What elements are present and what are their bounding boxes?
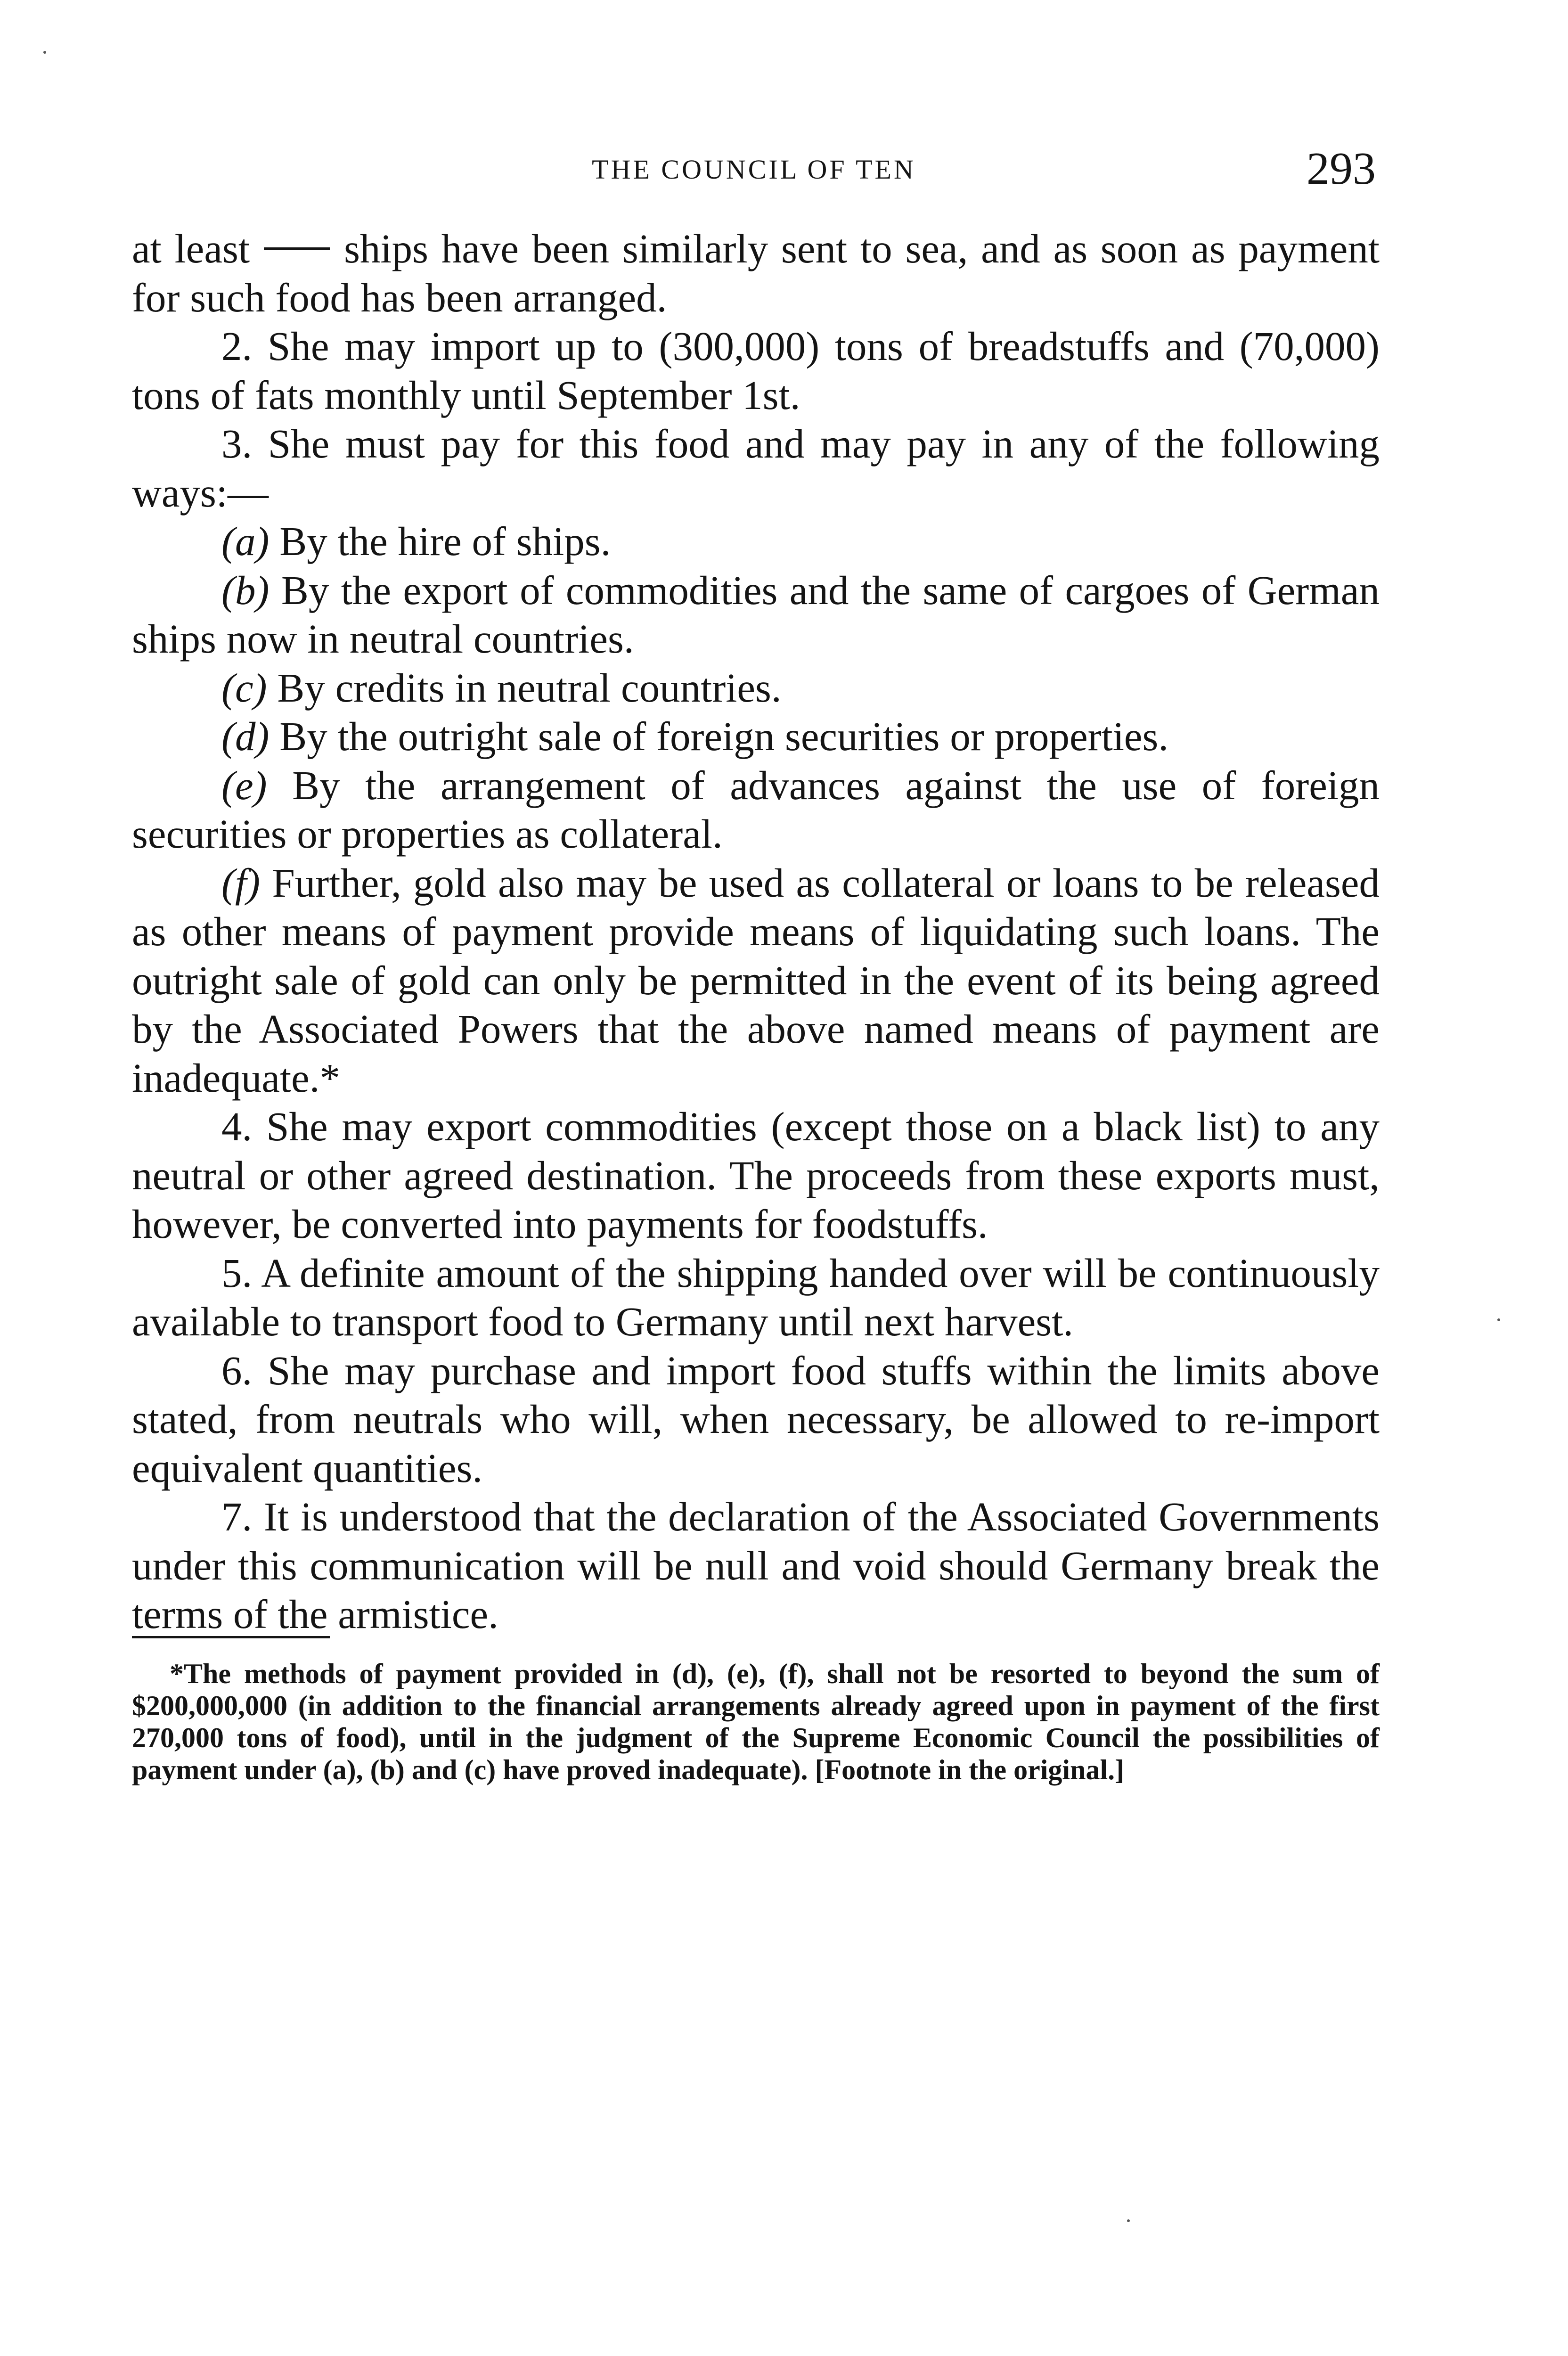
sub-item-a-text: By the hire of ships. xyxy=(279,518,611,564)
sub-item-b-label: (b) xyxy=(221,567,270,613)
sub-item-c-label: (c) xyxy=(221,664,267,711)
scan-speck xyxy=(43,51,46,54)
sub-item-f xyxy=(132,859,1380,1103)
numbered-item-4: 4. She may export commodities (except those on a black list) to any neutral or other agreed destination. The proceeds from these exports must, however, be converted into payments for foodstuffs. xyxy=(132,1104,1380,1247)
sub-item-e-label: (e) xyxy=(221,762,267,808)
line-rest-text: ships have been similarly sent to sea, and as soon as payment for such food has been arranged. xyxy=(132,226,1380,320)
scan-speck xyxy=(1127,2219,1130,2222)
main-text xyxy=(132,224,1380,1639)
sub-item-f-label: (f) xyxy=(221,859,261,906)
scan-speck xyxy=(1497,1318,1500,1321)
numbered-item-2: 2. She may import up to (300,000) tons of breadstuffs and (70,000) tons of fats monthly until September 1st. xyxy=(132,323,1380,418)
footnote: *The methods of payment provided in (d), (e), (f), shall not be resorted to beyond the sum of $200,000,000 (in addition to the financial arrangements already agreed upon in payment of the first 270,000 tons of food), until in the judgment of the Supreme Economic Council the possibilities of payment under (a), (b) and (c) have proved inadequate). [Footnote in the original.] xyxy=(132,1658,1380,1785)
sub-item-a xyxy=(132,517,1380,566)
numbered-item-3: 3. She must pay for this food and may pay in any of the following ways:— xyxy=(132,421,1380,515)
sub-item-c-text: By credits in neutral countries. xyxy=(277,664,782,711)
sub-item-e-text: By the arrangement of advances against the use of foreign securities or properties as collateral. xyxy=(132,762,1380,857)
line-start-text: at least xyxy=(132,226,250,271)
numbered-item-7: 7. It is understood that the declaration of the Associated Governments under this communication will be null and void should Germany break the terms of the armistice. xyxy=(132,1494,1380,1637)
paragraph-continuation xyxy=(132,224,1380,322)
sub-item-a-label: (a) xyxy=(221,518,270,564)
sub-item-e xyxy=(132,761,1380,859)
sub-item-d xyxy=(132,712,1380,761)
running-title: THE COUNCIL OF TEN xyxy=(592,154,916,185)
sub-item-b-text: By the export of commodities and the same of cargoes of German ships now in neutral countries. xyxy=(132,567,1380,662)
sub-item-c xyxy=(132,663,1380,712)
sub-item-f-text: Further, gold also may be used as collateral or loans to be released as other means of payment provide means of liquidating such loans. The outright sale of gold can only be permitted in the event of its being agreed by the Associated Powers that the above named means of payment are inadequate.* xyxy=(132,859,1380,1101)
footnote-divider xyxy=(132,1636,330,1638)
blank-line xyxy=(264,247,330,250)
numbered-item-5: 5. A definite amount of the shipping handed over will be continuously available to transport food to Germany until next harvest. xyxy=(132,1250,1380,1344)
page-number: 293 xyxy=(1307,143,1376,194)
numbered-item-6: 6. She may purchase and import food stuffs within the limits above stated, from neutrals who will, when necessary, be allowed to re-import equivalent quantities. xyxy=(132,1347,1380,1491)
sub-item-d-text: By the outright sale of foreign securities or properties. xyxy=(279,713,1169,759)
running-header xyxy=(132,141,1376,198)
sub-item-b xyxy=(132,566,1380,663)
sub-item-d-label: (d) xyxy=(221,713,270,759)
